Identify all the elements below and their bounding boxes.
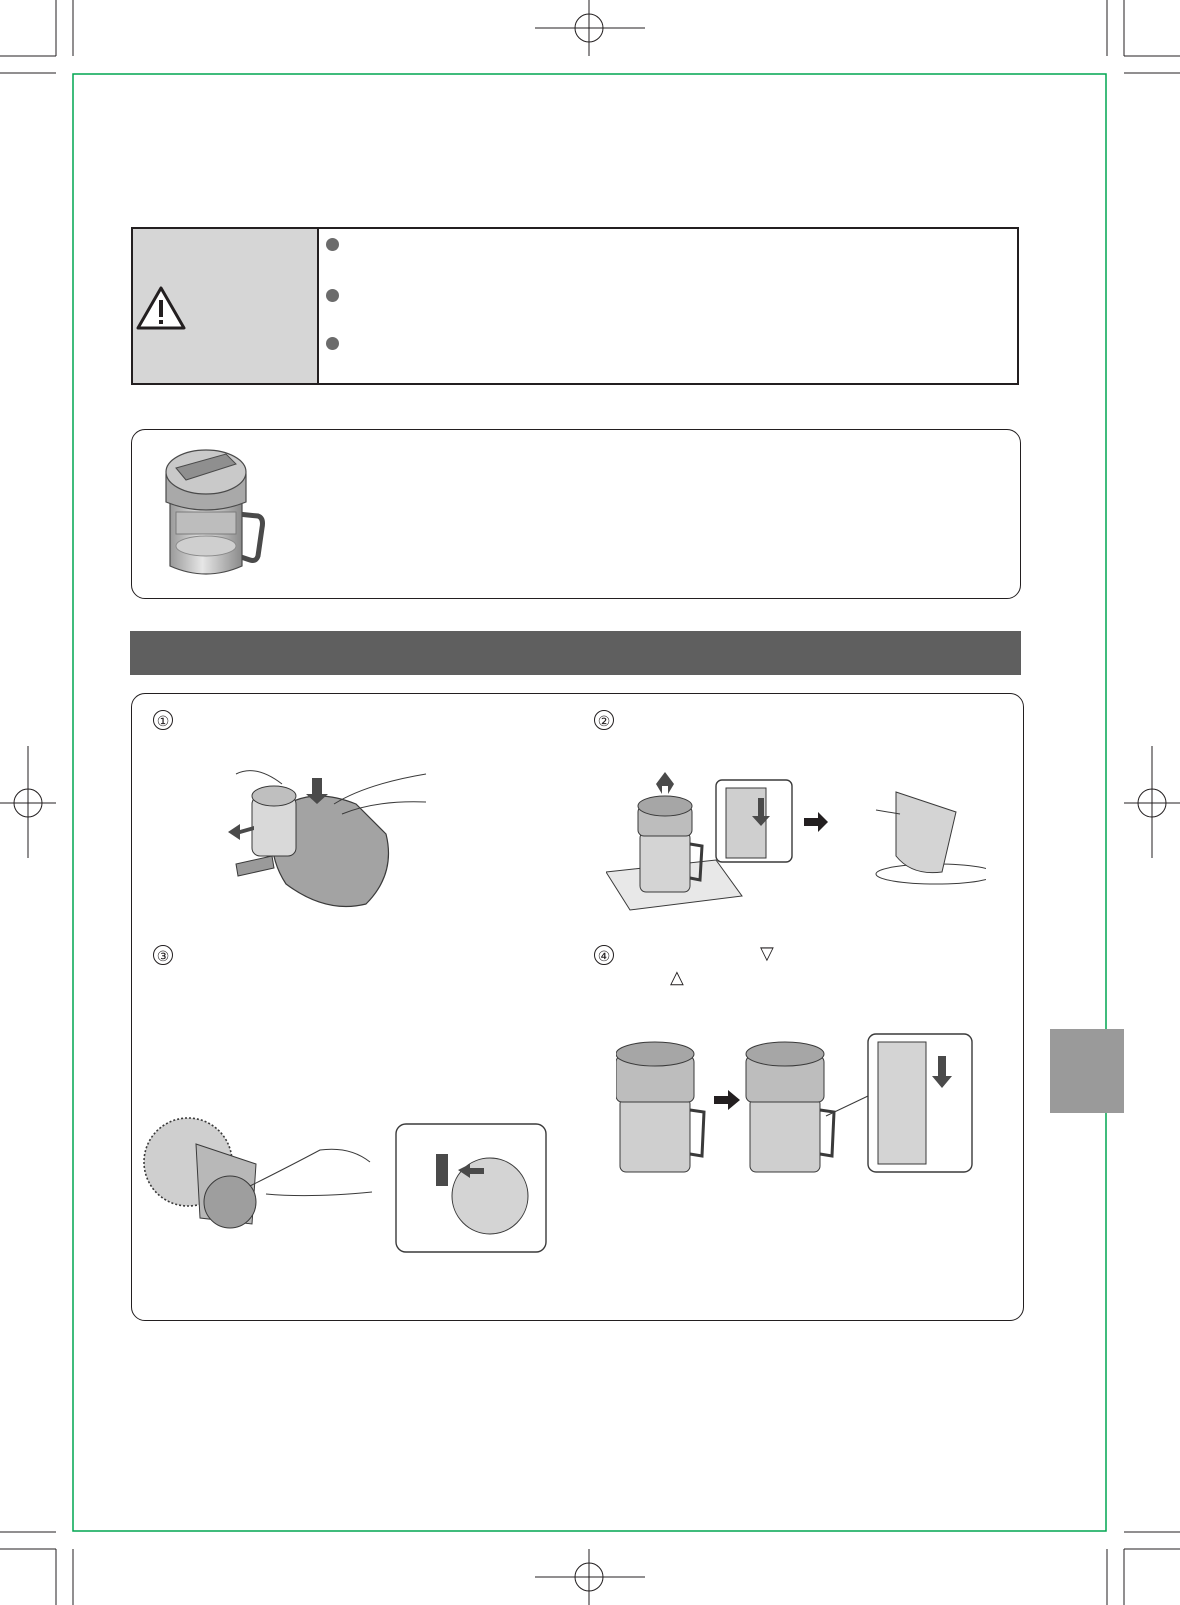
dust-cup-illustration (162, 444, 272, 580)
warning-bullet (326, 289, 339, 302)
warning-triangle-icon (135, 285, 187, 331)
section-header-bar (130, 631, 1021, 675)
warning-bullet (326, 238, 339, 251)
step-number-1: ① (153, 710, 173, 730)
brush-filter-illustration (140, 1106, 548, 1256)
step-number-2: ② (594, 710, 614, 730)
dust-cup-info-box (131, 429, 1021, 599)
warning-label-panel (133, 229, 319, 383)
empty-dust-cup-illustration (606, 772, 986, 920)
step-number-3: ③ (153, 945, 173, 965)
reattach-dust-cup-illustration (616, 1026, 1006, 1174)
chapter-tab (1050, 1029, 1124, 1113)
alignment-mark-up: △ (670, 967, 684, 987)
warning-bullet (326, 337, 339, 350)
alignment-mark-down: ▽ (760, 943, 774, 963)
remove-dust-cup-illustration (216, 764, 436, 910)
step-number-4: ④ (594, 945, 614, 965)
steps-box (131, 693, 1024, 1321)
warning-box (131, 227, 1019, 385)
